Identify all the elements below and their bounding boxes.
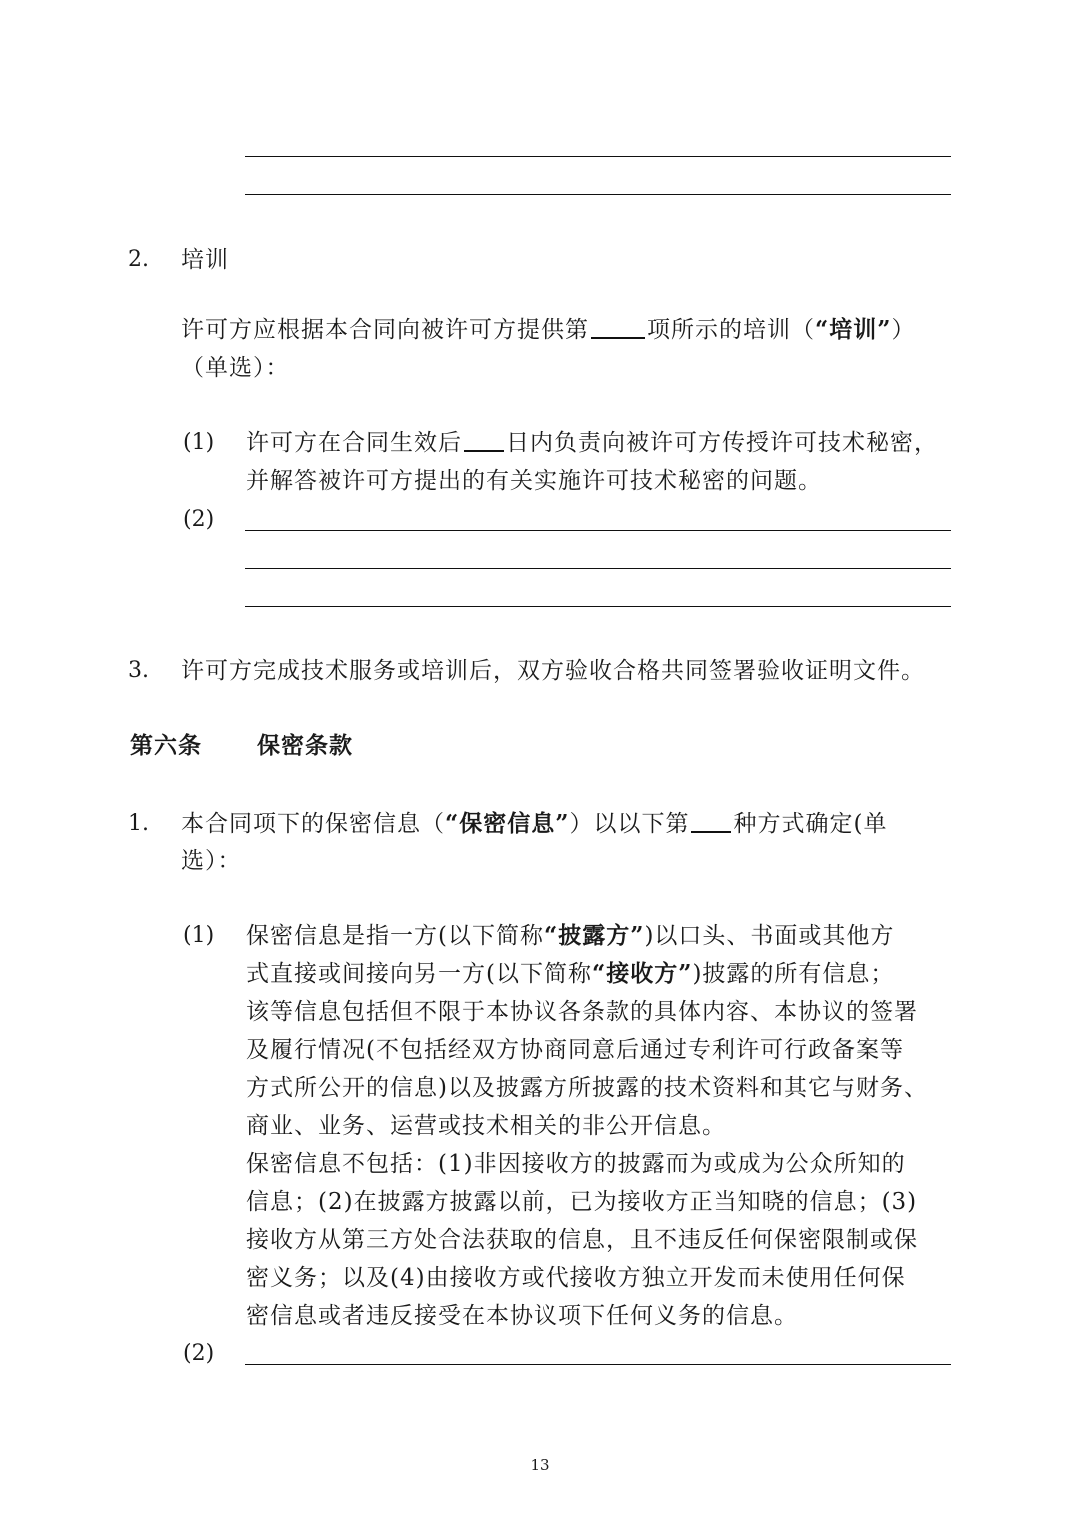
confidential-intro-middle: ）以以下第 — [569, 811, 690, 837]
training-defined-term: 培训 — [829, 316, 878, 343]
training-option-1-before: 许可方在合同生效后 — [246, 430, 462, 456]
training-option-1-line-1 — [246, 424, 938, 462]
item-2-title: 培训 — [181, 247, 229, 273]
training-option-2-line-3 — [245, 606, 951, 607]
item-2-number: 2. — [128, 247, 149, 272]
definition-line-2-after: )披露的所有信息； — [692, 961, 895, 987]
article-6-number: 第六条 — [130, 732, 202, 759]
confidential-intro-after: 种方式确定(单 — [733, 811, 888, 837]
training-option-1-line-2: 并解答被许可方提出的有关实施许可技术秘密的问题。 — [246, 468, 822, 494]
confidential-quote-close: ” — [555, 810, 570, 837]
blank-line-top-2 — [245, 194, 951, 195]
training-quote-close: ” — [877, 316, 892, 343]
article-6-item-1-line-2: 选）： — [181, 848, 242, 874]
training-quote-open: “ — [815, 316, 830, 343]
training-intro-end: ） — [891, 317, 916, 343]
training-option-2-line-1 — [245, 530, 951, 531]
confidential-option-1-line-8: 信息；(2)在披露方披露以前，已为接收方正当知晓的信息；(3) — [246, 1189, 918, 1215]
confidential-option-1-line-5: 方式所公开的信息)以及披露方所披露的技术资料和其它与财务、 — [246, 1075, 928, 1101]
article-6-title: 保密条款 — [257, 732, 353, 759]
disclosing-party-term: “披露方” — [543, 922, 645, 949]
article-6-item-1-number: 1. — [128, 811, 149, 836]
training-option-1-label: (1) — [183, 430, 215, 455]
confidential-option-1-line-7: 保密信息不包括：(1)非因接收方的披露而为或成为公众所知的 — [246, 1151, 906, 1177]
confidential-option-1-line-2 — [246, 955, 894, 993]
confidential-method-blank — [691, 809, 731, 833]
confidential-option-1-line-6: 商业、业务、运营或技术相关的非公开信息。 — [246, 1113, 726, 1139]
definition-line-1-after: )以口头、书面或其他方 — [644, 923, 895, 949]
training-option-1-after: 日内负责向被许可方传授许可技术秘密， — [506, 430, 938, 456]
confidential-option-1-line-1 — [246, 917, 894, 955]
training-days-blank — [464, 428, 504, 452]
confidential-option-1-line-11: 密信息或者违反接受在本协议项下任何义务的信息。 — [246, 1303, 798, 1329]
article-6-item-1-line-1 — [181, 805, 887, 843]
confidential-option-2-line — [245, 1364, 951, 1365]
confidential-option-1-line-10: 密义务；以及(4)由接收方或代接收方独立开发而未使用任何保 — [246, 1265, 906, 1291]
page-number: 13 — [530, 1456, 550, 1474]
training-option-2-label: (2) — [183, 507, 215, 532]
blank-line-top-1 — [245, 156, 951, 157]
definition-line-1-before: 保密信息是指一方(以下简称 — [246, 923, 544, 949]
training-intro-before: 许可方应根据本合同向被许可方提供第 — [181, 317, 589, 343]
confidential-intro-before: 本合同项下的保密信息（ — [181, 811, 445, 837]
item-3-number: 3. — [128, 658, 149, 683]
confidential-quote-open: “ — [445, 810, 460, 837]
training-intro-after: 项所示的培训（ — [647, 317, 815, 343]
receiving-party-term: “接收方” — [591, 960, 693, 987]
confidential-defined-term: 保密信息 — [459, 810, 556, 837]
item-3-text: 许可方完成技术服务或培训后，双方验收合格共同签署验收证明文件。 — [181, 658, 925, 684]
training-intro-line-2: （单选）： — [181, 355, 290, 381]
confidential-option-1-line-4: 及履行情况(不包括经双方协商同意后通过专利许可行政备案等 — [246, 1037, 904, 1063]
confidential-option-1-label: (1) — [183, 923, 215, 948]
training-intro-line-1 — [181, 311, 915, 349]
confidential-option-2-label: (2) — [183, 1341, 215, 1366]
training-option-2-line-2 — [245, 568, 951, 569]
confidential-option-1-line-9: 接收方从第三方处合法获取的信息，且不违反任何保密限制或保 — [246, 1227, 918, 1253]
training-option-blank — [591, 315, 645, 339]
definition-line-2-before: 式直接或间接向另一方(以下简称 — [246, 961, 592, 987]
confidential-option-1-line-3: 该等信息包括但不限于本协议各条款的具体内容、本协议的签署 — [246, 999, 918, 1025]
